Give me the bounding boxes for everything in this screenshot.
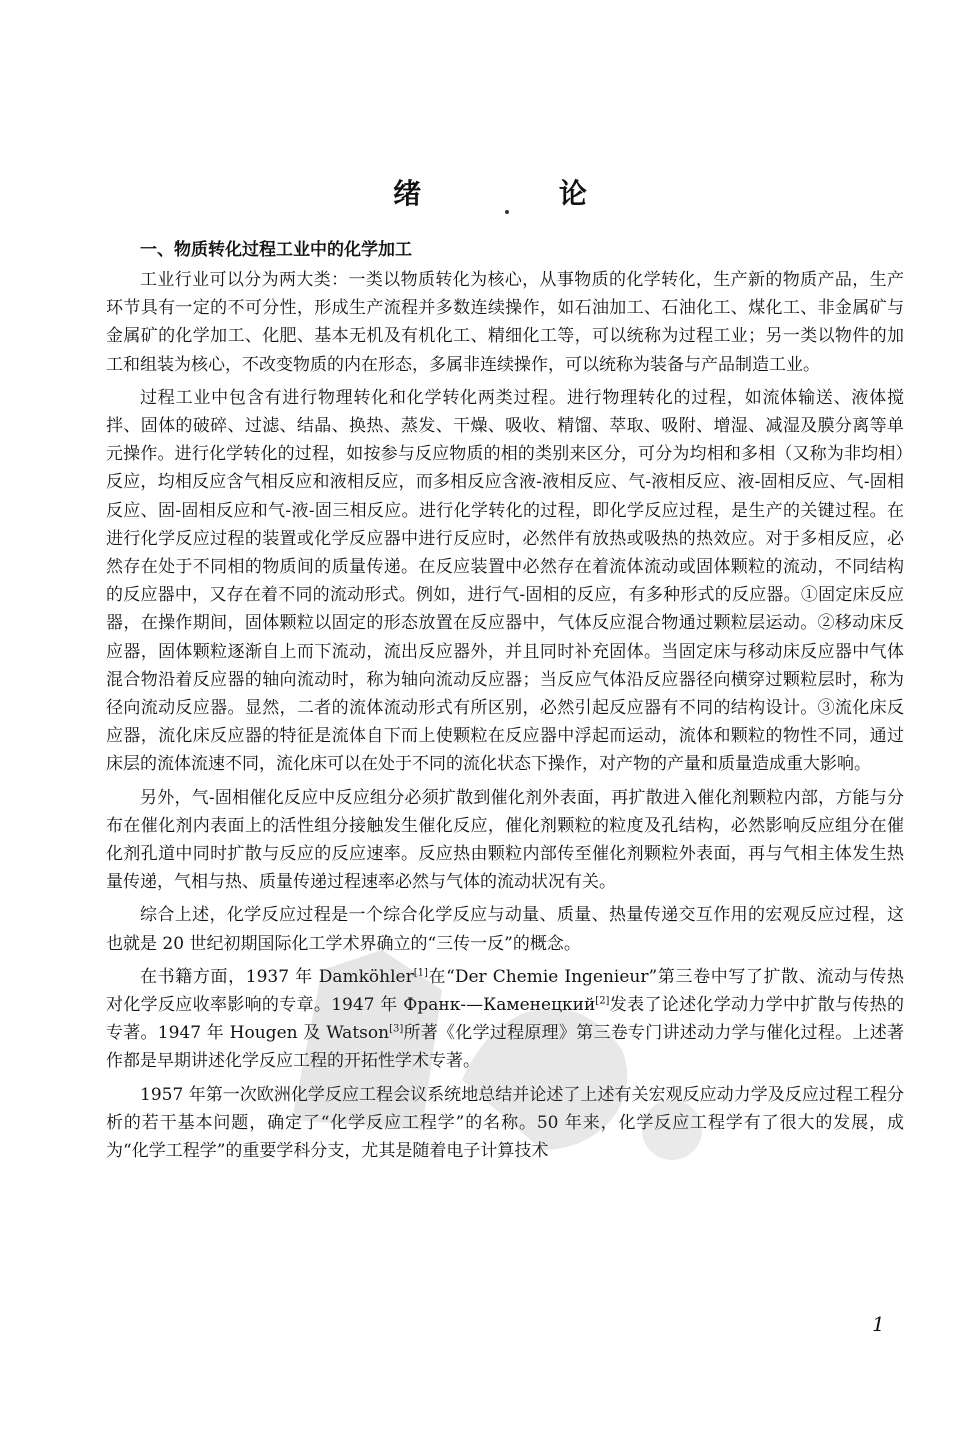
citation-3: [3]	[389, 1023, 404, 1035]
title-dot	[505, 210, 509, 214]
body-text	[106, 236, 904, 1170]
paragraph-1	[106, 266, 904, 379]
citation-2: [2]	[595, 995, 610, 1007]
paragraph-text: 工业行业可以分为两大类：一类以物质转化为核心，从事物质的化学转化，生产新的物质产品，生产环节具有一定的不可分性，形成生产流程并多数连续操作，如石油加工、石油化工、煤化工、非金属矿与金属矿的化学加工、化肥、基本无机及有机化工、精细化工等，可以统称为过程工业；另一类以物件的加工和组装为核心，不改变物质的内在形态，多属非连续操作，可以统称为装备与产品制造工业。	[106, 270, 904, 375]
paragraph-text: 综合上述，化学反应过程是一个综合化学反应与动量、质量、热量传递交互作用的宏观反应过程，这也就是 20 世纪初期国际化工学术界确立的“三传一反”的概念。	[106, 905, 904, 954]
paragraph-text: 另外，气-固相催化反应中反应组分必须扩散到催化剂外表面，再扩散进入催化剂颗粒内部，方能与分布在催化剂内表面上的活性组分接触发生催化反应，催化剂颗粒的粒度及孔结构，必然影响反应组分在催化剂孔道中同时扩散与反应的反应速率。反应热由颗粒内部传至催化剂颗粒外表面，再与气相主体发生热量传递，气相与热、质量传递过程速率必然与气体的流动状况有关。	[106, 787, 904, 893]
paragraph-2	[106, 384, 904, 779]
paragraph-6	[106, 1081, 904, 1166]
paragraph-text: 所著《化学过程原理》第三卷专门讲述动力学与催化过程。上述著作都是早期讲述化学反应工程的开拓性学术专著。	[106, 1023, 904, 1072]
paragraph-text: 发表了论述化学动力学中扩散与传热的专著。1947 年 Hougen 及 Watson	[106, 995, 904, 1044]
paragraph-5	[106, 963, 904, 1076]
paragraph-text: 过程工业中包含有进行物理转化和化学转化两类过程。进行物理转化的过程，如流体输送、液体搅拌、固体的破碎、过滤、结晶、换热、蒸发、干燥、吸收、精馏、萃取、吸附、增湿、减湿及膜分离等单元操作。进行化学转化的过程，如按参与反应物质的相的类别来区分，可分为均相和多相（又称为非均相）反应，均相反应含气相反应和液相反应，而多相反应含液-液相反应、气-液相反应、液-固相反应、气-固相反应、固-固相反应和气-液-固三相反应。进行化学转化的过程，即化学反应过程，是生产的关键过程。在进行化学反应过程的装置或化学反应器中进行反应时，必然伴有放热或吸热的热效应。对于多相反应，必然存在处于不同相的物质间的质量传递。在反应装置中必然存在着流体流动或固体颗粒的流动，不同结构的反应器中，又存在着不同的流动形式。例如，进行气-固相的反应，有多种形式的反应器。①固定床反应器，在操作期间，固体颗粒以固定的形态放置在反应器中，气体反应混合物通过颗粒层运动。②移动床反应器，固体颗粒逐渐自上而下流动，流出反应器外，并且同时补充固体。当固定床与移动床反应器中气体混合物沿着反应器的轴向流动时，称为轴向流动反应器；当反应气体沿反应器径向横穿过颗粒层时，称为径向流动反应器。显然，二者的流体流动形式有所区别，必然引起反应器有不同的结构设计。③流化床反应器，流化床反应器的特征是流体自下而上使颗粒在反应器中浮起而运动，流体和颗粒的物性不同，通过床层的流体流速不同，流化床可以在处于不同的流化状态下操作，对产物的产量和质量造成重大影响。	[106, 387, 904, 775]
page-number: 1	[872, 1312, 885, 1336]
paragraph-text: 在书籍方面，1937 年 Damköhler	[140, 966, 414, 987]
chapter-title: 绪 论	[393, 177, 651, 210]
section-heading: 一、物质转化过程工业中的化学加工	[140, 240, 412, 260]
paragraph-text: 在“Der Chemie Ingenieur”第三卷中写了扩散、流动与传热对化学反应收率影响的专章。1947 年 Франк-—Каменецкий	[106, 966, 904, 1016]
paragraph-3	[106, 784, 904, 897]
paragraph-text: 1957 年第一次欧洲化学反应工程会议系统地总结并论述了上述有关宏观反应动力学及反应过程工程分析的若干基本问题，确定了“化学反应工程学”的名称。50 年来，化学反应工程学有了很大的发展，成为“化学工程学”的重要学科分支，尤其是随着电子计算技术	[106, 1084, 904, 1162]
paragraph-4	[106, 901, 904, 957]
citation-1: [1]	[413, 967, 428, 979]
